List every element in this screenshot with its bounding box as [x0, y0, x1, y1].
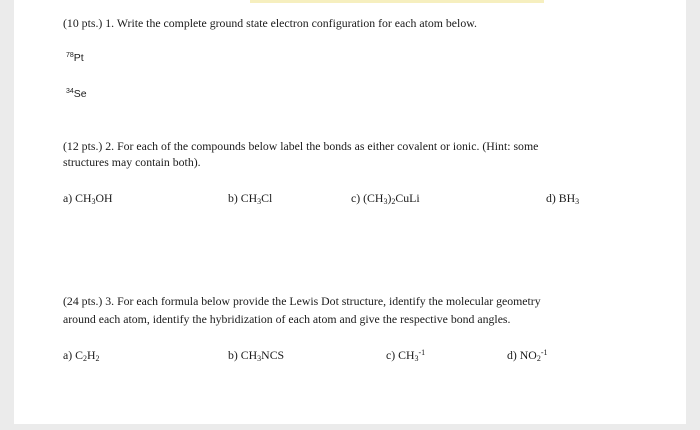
q2-item-b	[228, 191, 272, 205]
item-label: a)	[63, 191, 73, 205]
q2-item-a	[63, 191, 113, 205]
formula-part: H	[87, 348, 96, 362]
item-label: c)	[386, 348, 396, 362]
formula-subscript: 2	[536, 354, 541, 363]
q3-prompt-line1: (24 pts.) 3. For each formula below provide the Lewis Dot structure, identify the molecular geometry	[63, 294, 541, 308]
item-label: d)	[546, 191, 556, 205]
formula-part: )	[387, 191, 392, 205]
q2-prompt-line2: structures may contain both).	[63, 155, 201, 169]
q2-prompt-line1: (12 pts.) 2. For each of the compounds below label the bonds as either covalent or ionic. (Hint: some	[63, 139, 539, 153]
formula-subscript: 2	[83, 354, 87, 363]
q1-prompt: (10 pts.) 1. Write the complete ground state electron configuration for each atom below.	[63, 16, 477, 30]
formula-subscript: 3	[383, 197, 388, 206]
formula-subscript: 3	[414, 354, 419, 363]
formula-subscript: 3	[91, 197, 96, 206]
q3-item-a	[63, 348, 100, 362]
formula-part: BH	[558, 191, 576, 205]
item-label: d)	[507, 348, 517, 362]
item-label: b)	[228, 348, 238, 362]
q3-item-b	[228, 348, 284, 362]
q3-item-c	[386, 348, 425, 362]
formula-subscript: 3	[257, 354, 262, 363]
formula-subscript: 3	[257, 197, 262, 206]
atom-platinum-symbol: Pt	[73, 52, 84, 64]
formula-part: CuLi	[395, 191, 420, 205]
formula-part: (CH	[363, 191, 384, 205]
item-label: c)	[351, 191, 361, 205]
formula-subscript: 3	[575, 197, 580, 206]
formula-subscript: 2	[95, 354, 100, 363]
formula-part: CH	[240, 348, 258, 362]
formula-part: NO	[519, 348, 537, 362]
q3-prompt-line2: around each atom, identify the hybridization of each atom and give the respective bond angles.	[63, 312, 511, 326]
atom-selenium	[66, 87, 87, 101]
highlight-strip	[250, 0, 544, 3]
formula-part: CH	[75, 191, 92, 205]
formula-charge: -1	[540, 348, 548, 357]
formula-part: Cl	[261, 191, 273, 205]
atom-selenium-mass: 34	[66, 88, 74, 95]
q3-item-d	[507, 348, 548, 362]
q2-item-c	[351, 191, 420, 205]
formula-part: CH	[240, 191, 258, 205]
formula-part: C	[75, 348, 83, 362]
item-label: a)	[63, 348, 73, 362]
worksheet-page	[14, 0, 686, 424]
formula-part: OH	[95, 191, 113, 205]
formula-subscript: 2	[391, 197, 396, 206]
q2-item-d	[546, 191, 579, 205]
formula-part: CH	[398, 348, 415, 362]
atom-platinum	[66, 51, 84, 65]
item-label: b)	[228, 191, 238, 205]
formula-part: NCS	[261, 348, 285, 362]
atom-platinum-mass: 78	[66, 52, 74, 59]
formula-charge: -1	[418, 348, 426, 357]
atom-selenium-symbol: Se	[73, 88, 87, 100]
